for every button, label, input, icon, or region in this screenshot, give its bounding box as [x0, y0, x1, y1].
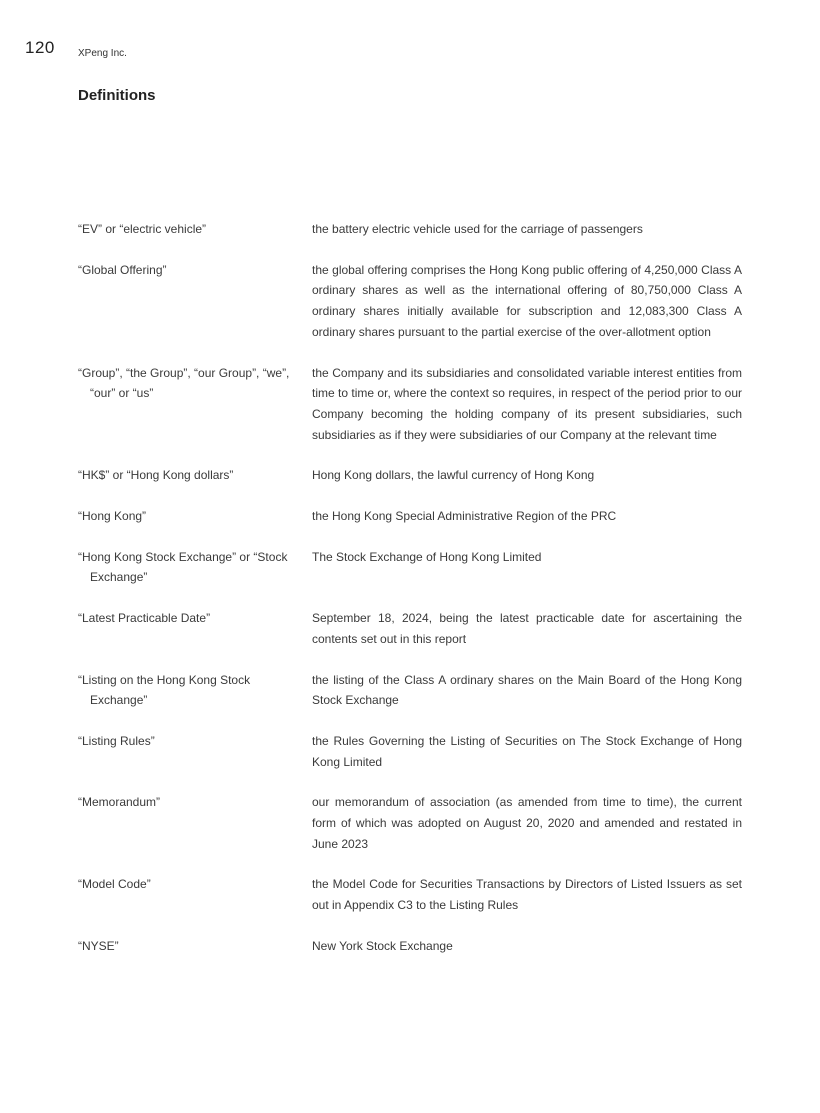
- definition-meaning: New York Stock Exchange: [312, 938, 453, 953]
- definition-row: [78, 547, 742, 588]
- definition-term: “Hong Kong”: [78, 509, 147, 524]
- definition-term: “EV” or “electric vehicle”: [78, 222, 207, 236]
- definition-row: [78, 260, 742, 343]
- definitions-list: [78, 219, 742, 977]
- definition-term: “Listing on the Hong Kong Stock Exchange”: [78, 672, 251, 708]
- definition-meaning: September 18, 2024, being the latest practicable date for ascertaining the contents set out in this report: [312, 611, 742, 646]
- definition-term: “HK$” or “Hong Kong dollars”: [78, 468, 234, 483]
- definition-row: [78, 465, 742, 486]
- definition-term: “Latest Practicable Date”: [78, 611, 211, 626]
- definition-row: [78, 792, 742, 854]
- definition-meaning: Hong Kong dollars, the lawful currency of Hong Kong: [312, 468, 595, 483]
- definition-term: “NYSE”: [78, 938, 119, 953]
- definition-meaning: the listing of the Class A ordinary shares on the Main Board of the Hong Kong Stock Exchange: [312, 672, 742, 708]
- definition-row: [78, 506, 742, 527]
- definition-row: [78, 874, 742, 915]
- definition-term: “Hong Kong Stock Exchange” or “Stock Exchange”: [78, 549, 288, 585]
- company-name: XPeng Inc.: [78, 48, 127, 59]
- definition-meaning: the Hong Kong Special Administrative Region of the PRC: [312, 509, 617, 524]
- definition-meaning: the Rules Governing the Listing of Securities on The Stock Exchange of Hong Kong Limited: [312, 733, 742, 769]
- definition-row: [78, 608, 742, 649]
- definition-meaning: the Company and its subsidiaries and consolidated variable interest entities from time to time or, where the context so requires, in respect of the period prior to our Company becoming the holding company of its present subsidiaries, such subsidiaries as if they were subsidiaries of our Company at the relevant time: [312, 365, 742, 442]
- definition-meaning: the battery electric vehicle used for the carriage of passengers: [312, 222, 643, 236]
- definition-term: “Model Code”: [78, 877, 151, 892]
- section-title: Definitions: [78, 87, 156, 104]
- definition-row: [78, 936, 742, 957]
- definition-term: “Group”, “the Group”, “our Group”, “we”, “our” or “us”: [78, 365, 290, 401]
- definition-term: “Listing Rules”: [78, 733, 155, 748]
- definition-term: “Global Offering”: [78, 262, 167, 277]
- definition-meaning: the global offering comprises the Hong Kong public offering of 4,250,000 Class A ordinary shares as well as the international offering of 80,750,000 Class A ordinary shares initially available for subscription and 12,083,300 Class A ordinary shares pursuant to the partial exercise of the over-allotment option: [312, 262, 742, 339]
- definition-row: [78, 219, 742, 240]
- definition-term: “Memorandum”: [78, 795, 161, 810]
- definition-meaning: our memorandum of association (as amended from time to time), the current form of which was adopted on August 20, 2020 and amended and restated in June 2023: [312, 795, 742, 851]
- definition-row: [78, 670, 742, 711]
- definition-meaning: the Model Code for Securities Transactions by Directors of Listed Issuers as set out in Appendix C3 to the Listing Rules: [312, 877, 742, 913]
- definition-row: [78, 731, 742, 772]
- page-number: 120: [25, 38, 55, 57]
- definition-meaning: The Stock Exchange of Hong Kong Limited: [312, 549, 542, 564]
- definition-row: [78, 363, 742, 446]
